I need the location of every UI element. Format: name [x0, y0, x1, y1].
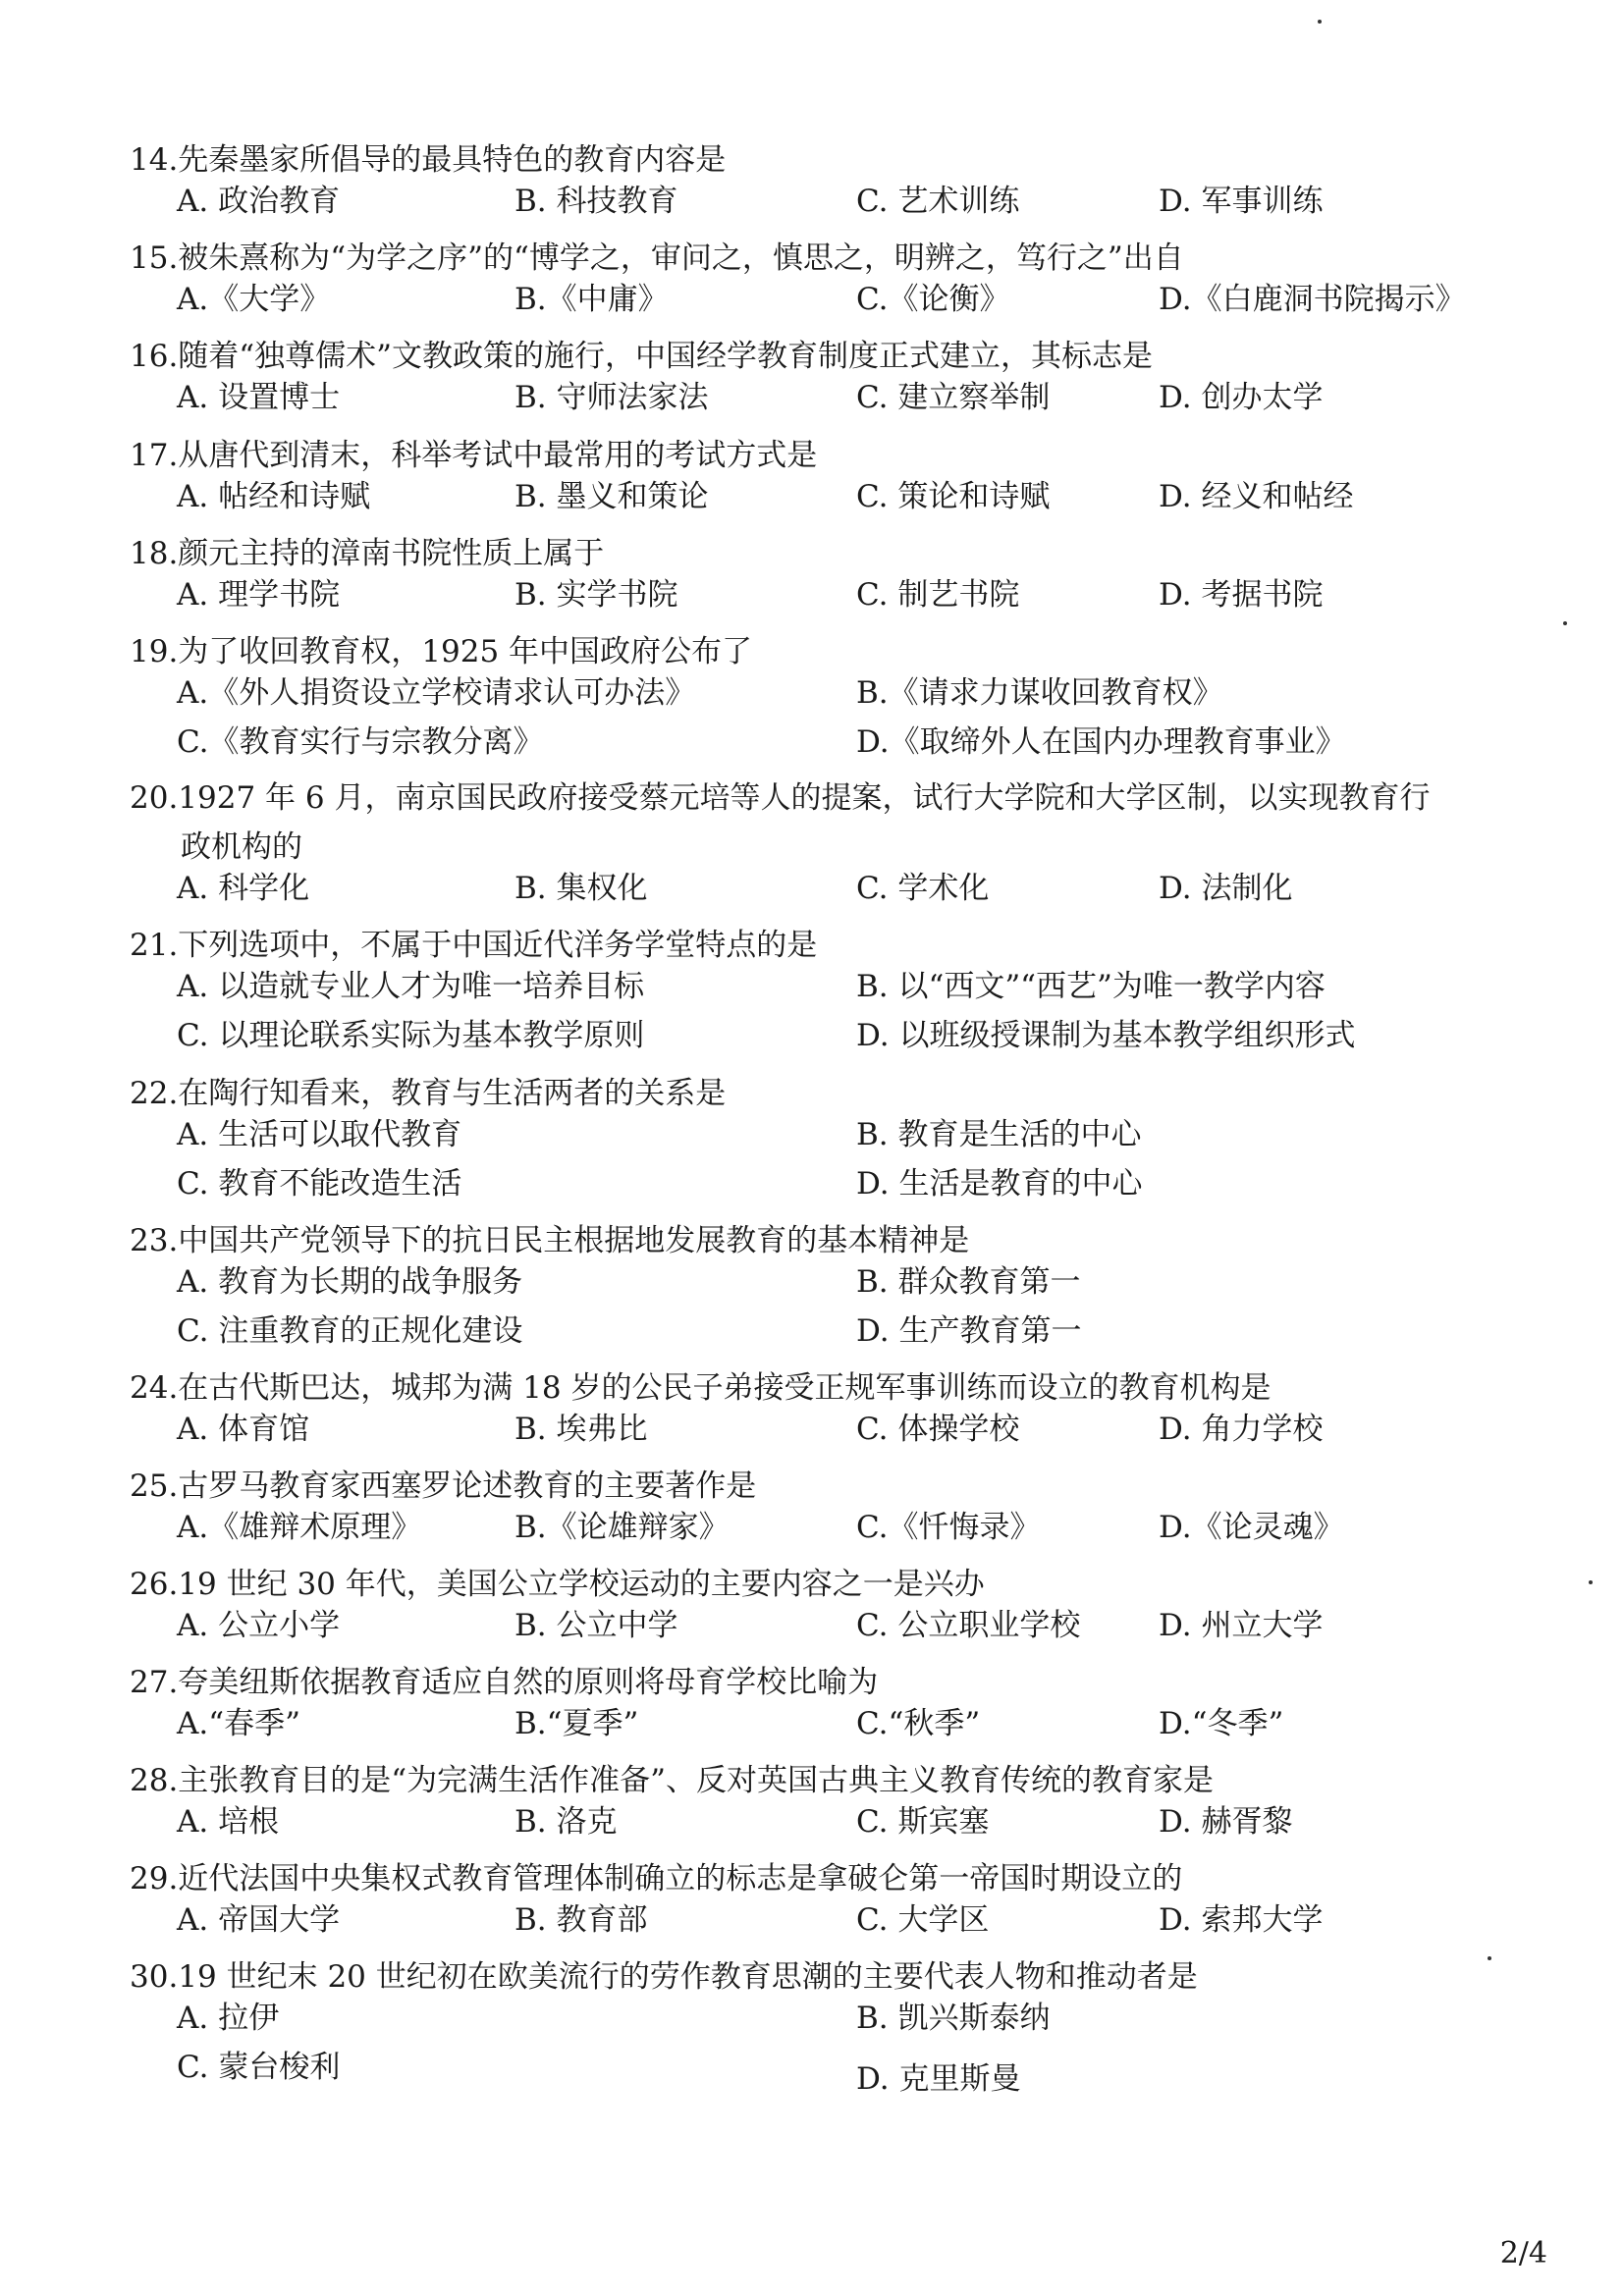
- option-b: B. 守师法家法: [514, 380, 709, 415]
- scan-speck: [1318, 20, 1322, 24]
- option-b: B. 墨义和策论: [514, 479, 709, 514]
- option-d: D. 角力学校: [1159, 1412, 1324, 1447]
- options-row: [130, 1899, 1524, 1949]
- question-stem: 20.1927 年 6 月，南京国民政府接受蔡元培等人的提案，试行大学院和大学区制，以实现教育行: [130, 780, 1431, 816]
- question-25: [130, 1466, 1524, 1556]
- option-a: A. 生活可以取代教育: [177, 1117, 462, 1152]
- option-c: C. 以理论联系实际为基本教学原则: [177, 1018, 645, 1053]
- page-number: 2/4: [1499, 2236, 1547, 2270]
- question-stem: 30.19 世纪末 20 世纪初在欧美流行的劳作教育思潮的主要代表人物和推动者是: [130, 1959, 1198, 1995]
- option-c: C.《忏悔录》: [856, 1510, 1041, 1545]
- option-c: C.“秋季”: [856, 1706, 981, 1741]
- option-c: C. 斯宾塞: [856, 1804, 990, 1840]
- option-d: D. 考据书院: [1159, 577, 1324, 613]
- option-c: C. 教育不能改造生活: [177, 1166, 462, 1201]
- option-d: D.《论灵魂》: [1159, 1510, 1344, 1545]
- option-d: D. 索邦大学: [1159, 1902, 1324, 1938]
- options-grid: [130, 1261, 1524, 1360]
- question-stem-continued: 政机构的: [181, 829, 302, 865]
- options-row: [130, 574, 1524, 623]
- option-a: A. 教育为长期的战争服务: [177, 1264, 523, 1300]
- question-stem: 16.随着“独尊儒术”文教政策的施行，中国经学教育制度正式建立，其标志是: [130, 339, 1153, 374]
- options-grid: [130, 1114, 1524, 1212]
- question-28: [130, 1760, 1524, 1850]
- option-b: B. 教育部: [514, 1902, 648, 1938]
- option-a: A. 理学书院: [177, 577, 341, 613]
- option-c: C. 学术化: [856, 871, 990, 906]
- question-stem: 19.为了收回教育权，1925 年中国政府公布了: [130, 634, 753, 669]
- option-d: D. 生产教育第一: [856, 1313, 1082, 1349]
- question-stem: 23.中国共产党领导下的抗日民主根据地发展教育的基本精神是: [130, 1223, 970, 1258]
- options-row: [130, 377, 1524, 426]
- question-stem: 17.从唐代到清末，科举考试中最常用的考试方式是: [130, 438, 818, 473]
- option-b: B. 埃弗比: [514, 1412, 648, 1447]
- option-c: C. 制艺书院: [856, 577, 1020, 613]
- options-row: [130, 1605, 1524, 1654]
- option-c: C. 注重教育的正规化建设: [177, 1313, 523, 1349]
- options-row: [130, 1409, 1524, 1458]
- scan-speck: [1589, 1580, 1593, 1584]
- options-row: [130, 279, 1524, 328]
- options-grid: [130, 966, 1524, 1064]
- options-row: [130, 181, 1524, 230]
- question-stem: 14.先秦墨家所倡导的最具特色的教育内容是: [130, 142, 727, 178]
- option-d: D. 法制化: [1159, 871, 1293, 906]
- option-c: C. 体操学校: [856, 1412, 1020, 1447]
- option-a: A.《雄辩术原理》: [177, 1510, 422, 1545]
- option-d: D. 创办太学: [1159, 380, 1324, 415]
- option-d: D.“冬季”: [1159, 1706, 1284, 1741]
- question-stem: 29.近代法国中央集权式教育管理体制确立的标志是拿破仑第一帝国时期设立的: [130, 1861, 1183, 1896]
- question-stem: 28.主张教育目的是“为完满生活作准备”、反对英国古典主义教育传统的教育家是: [130, 1763, 1214, 1798]
- options-row: [130, 1703, 1524, 1752]
- option-d: D.《白鹿洞书院揭示》: [1159, 282, 1466, 317]
- option-b: B. 以“西文”“西艺”为唯一教学内容: [856, 969, 1326, 1004]
- option-d: D. 克里斯曼: [856, 2061, 1021, 2097]
- question-stem: 26.19 世纪 30 年代，美国公立学校运动的主要内容之一是兴办: [130, 1567, 985, 1602]
- scan-speck: [1488, 1956, 1491, 1960]
- question-stem: 25.古罗马教育家西塞罗论述教育的主要著作是: [130, 1468, 757, 1504]
- question-30: [130, 1956, 1524, 2096]
- option-d: D. 军事训练: [1159, 184, 1324, 219]
- option-a: A. 体育馆: [177, 1412, 310, 1447]
- option-b: B. 科技教育: [514, 184, 678, 219]
- question-stem: 21.下列选项中，不属于中国近代洋务学堂特点的是: [130, 928, 818, 963]
- option-b: B.《论雄辩家》: [514, 1510, 730, 1545]
- option-a: A. 公立小学: [177, 1608, 341, 1643]
- question-stem: 24.在古代斯巴达，城邦为满 18 岁的公民子弟接受正规军事训练而设立的教育机构是: [130, 1370, 1272, 1406]
- option-a: A. 帝国大学: [177, 1902, 341, 1938]
- option-b: B. 群众教育第一: [856, 1264, 1081, 1300]
- option-b: B. 教育是生活的中心: [856, 1117, 1142, 1152]
- question-27: [130, 1662, 1524, 1752]
- option-a: A.《大学》: [177, 282, 331, 317]
- option-b: B. 洛克: [514, 1804, 618, 1840]
- question-20: [130, 777, 1524, 917]
- option-a: A. 政治教育: [177, 184, 341, 219]
- option-a: A. 以造就专业人才为唯一培养目标: [177, 969, 645, 1004]
- question-18: [130, 533, 1524, 623]
- option-c: C. 大学区: [856, 1902, 990, 1938]
- option-d: D. 州立大学: [1159, 1608, 1324, 1643]
- options-row: [130, 1507, 1524, 1556]
- option-b: B. 集权化: [514, 871, 648, 906]
- options-grid: [130, 1998, 1524, 2096]
- question-stem: 27.夸美纽斯依据教育适应自然的原则将母育学校比喻为: [130, 1665, 879, 1700]
- option-a: A. 科学化: [177, 871, 310, 906]
- option-d: D. 经义和帖经: [1159, 479, 1354, 514]
- option-b: B. 实学书院: [514, 577, 678, 613]
- option-d: D.《取缔外人在国内办理教育事业》: [856, 724, 1346, 760]
- option-b: B.“夏季”: [514, 1706, 639, 1741]
- option-c: C. 公立职业学校: [856, 1608, 1081, 1643]
- question-26: [130, 1564, 1524, 1654]
- question-29: [130, 1858, 1524, 1949]
- option-b: B.《中庸》: [514, 282, 669, 317]
- options-row: [130, 476, 1524, 525]
- option-c: C. 艺术训练: [856, 184, 1020, 219]
- question-22: [130, 1073, 1524, 1212]
- option-b: B. 公立中学: [514, 1608, 678, 1643]
- options-row: [130, 868, 1524, 917]
- option-d: D. 以班级授课制为基本教学组织形式: [856, 1018, 1356, 1053]
- option-a: A. 设置博士: [177, 380, 341, 415]
- option-c: C. 蒙台梭利: [177, 2050, 341, 2085]
- option-d: D. 赫胥黎: [1159, 1804, 1293, 1840]
- option-c: C.《教育实行与宗教分离》: [177, 724, 544, 760]
- option-b: B.《请求力谋收回教育权》: [856, 675, 1223, 711]
- option-a: A. 培根: [177, 1804, 280, 1840]
- question-23: [130, 1220, 1524, 1360]
- question-stem: 15.被朱熹称为“为学之序”的“博学之，审问之，慎思之，明辨之，笃行之”出自: [130, 240, 1184, 276]
- option-a: A.“春季”: [177, 1706, 300, 1741]
- question-16: [130, 336, 1524, 426]
- options-grid: [130, 672, 1524, 771]
- question-24: [130, 1367, 1524, 1458]
- question-stem: 22.在陶行知看来，教育与生活两者的关系是: [130, 1076, 727, 1111]
- scan-speck: [1563, 621, 1567, 625]
- question-21: [130, 925, 1524, 1064]
- question-stem: 18.颜元主持的漳南书院性质上属于: [130, 536, 605, 571]
- option-a: A. 拉伊: [177, 2001, 280, 2036]
- question-19: [130, 631, 1524, 771]
- option-b: B. 凯兴斯泰纳: [856, 2001, 1051, 2036]
- question-15: [130, 238, 1524, 328]
- options-row: [130, 1801, 1524, 1850]
- question-14: [130, 139, 1524, 230]
- option-c: C.《论衡》: [856, 282, 1010, 317]
- option-d: D. 生活是教育的中心: [856, 1166, 1143, 1201]
- question-17: [130, 435, 1524, 525]
- option-a: A.《外人捐资设立学校请求认可办法》: [177, 675, 696, 711]
- option-c: C. 建立察举制: [856, 380, 1051, 415]
- option-a: A. 帖经和诗赋: [177, 479, 371, 514]
- option-c: C. 策论和诗赋: [856, 479, 1051, 514]
